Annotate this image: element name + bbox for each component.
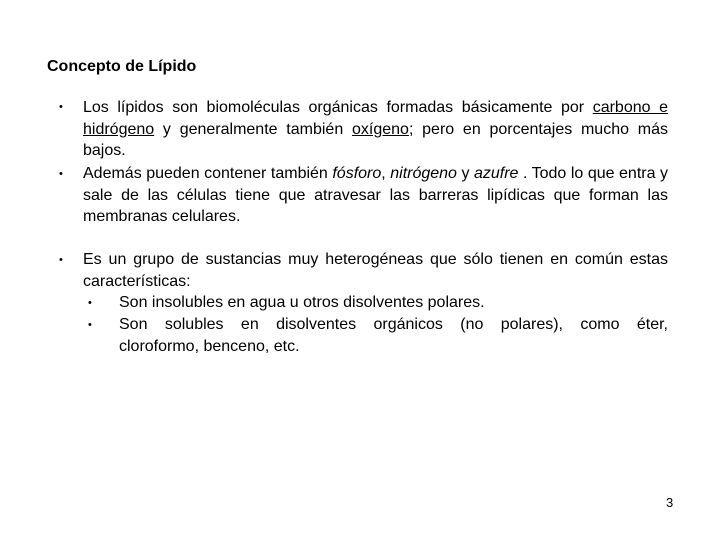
term-e: e <box>659 99 668 116</box>
bullet-2-text <box>83 163 668 228</box>
sub-bullet-2-line-1: Son solubles en disolventes orgánicos (no polares), como éter, <box>119 316 668 333</box>
page-number: 3 <box>666 495 674 510</box>
slide-title: Concepto de Lípido <box>47 58 197 75</box>
bullet-3-icon: • <box>59 254 63 266</box>
sub-bullet-2-icon: • <box>88 319 92 331</box>
bullet-2-part: . Todo lo que entra y sale de las células tiene que atravesar las barreras lipídicas que forman las membranas celulares. <box>83 165 669 225</box>
bullet-1-icon: • <box>59 101 63 113</box>
bullet-1-part: Los lípidos son biomoléculas orgánicas formadas básicamente por <box>83 99 593 116</box>
bullet-2-part: , <box>381 165 391 182</box>
sub-bullet-2-line-2: cloroformo, benceno, etc. <box>119 338 300 355</box>
term-oxigeno: oxígeno <box>352 120 409 138</box>
bullet-2-icon: • <box>59 168 63 180</box>
bullet-3-text: Es un grupo de sustancias muy heterogéneas que sólo tienen en común estas características: <box>83 251 668 290</box>
term-nitrogeno: nitrógeno <box>390 165 457 182</box>
bullet-1-part: ; pero en porcentajes mucho más bajos. <box>83 120 668 159</box>
term-carbono: carbono <box>592 99 660 116</box>
term-azufre: azufre <box>473 165 519 182</box>
bullet-2-part: Además pueden contener también <box>83 165 333 182</box>
bullet-2-part: y <box>456 165 474 182</box>
term-hidrogeno: hidrógeno <box>83 120 155 138</box>
bullet-1-text <box>83 97 668 162</box>
sub-bullet-1-icon: • <box>88 297 92 309</box>
term-fosforo: fósforo <box>332 165 382 182</box>
sub-bullet-1-text: Son insolubles en agua u otros disolventes polares. <box>119 294 485 311</box>
bullet-1-part: y generalmente también <box>154 120 352 138</box>
